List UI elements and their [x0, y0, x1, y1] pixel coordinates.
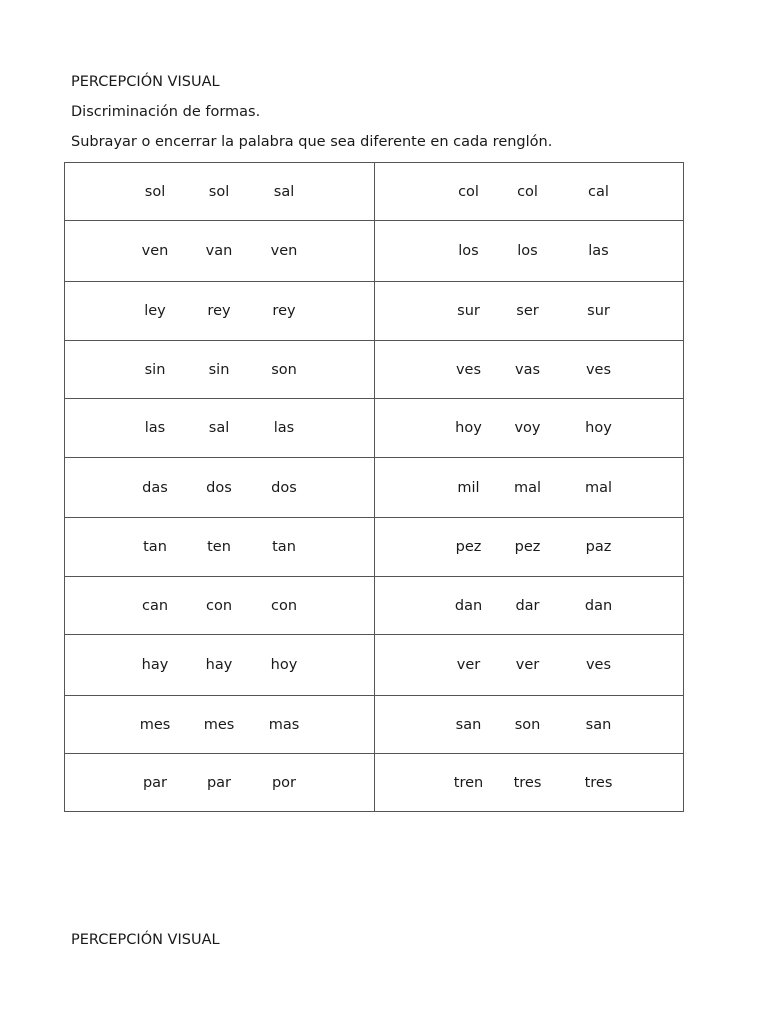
table-row: [65, 754, 684, 812]
word[interactable]: dos: [271, 479, 297, 496]
left-word-group: [65, 163, 374, 220]
left-word-cell: [65, 399, 375, 458]
word[interactable]: mal: [513, 479, 542, 496]
left-word-cell: [65, 577, 375, 635]
word[interactable]: dar: [515, 597, 540, 614]
word[interactable]: los: [517, 243, 538, 259]
word[interactable]: son: [514, 716, 541, 733]
right-word-group: [375, 696, 684, 753]
word[interactable]: tres: [513, 774, 542, 791]
right-word-group: [375, 458, 684, 517]
left-word-group: [65, 341, 374, 398]
left-word-cell: [65, 163, 375, 221]
right-word-group: [375, 341, 684, 398]
word[interactable]: hoy: [585, 420, 612, 436]
word[interactable]: paz: [585, 539, 612, 555]
left-word-group: [65, 635, 374, 695]
left-word-group: [65, 282, 374, 340]
table-row: [65, 341, 684, 399]
word[interactable]: sin: [144, 361, 166, 378]
right-word-cell: [374, 458, 684, 518]
word[interactable]: pez: [455, 539, 482, 555]
word[interactable]: las: [144, 420, 166, 436]
word[interactable]: sin: [208, 361, 230, 378]
table-row: [65, 163, 684, 221]
right-word-group: [375, 221, 684, 281]
right-word-group: [375, 635, 684, 695]
word[interactable]: hay: [141, 657, 169, 673]
right-word-cell: [374, 163, 684, 221]
word[interactable]: ser: [516, 303, 539, 319]
left-word-group: [65, 577, 374, 634]
left-word-cell: [65, 458, 375, 518]
table-row: [65, 518, 684, 577]
word[interactable]: sol: [208, 183, 230, 200]
word[interactable]: ley: [144, 303, 166, 319]
word[interactable]: ver: [456, 657, 481, 673]
next-page-title: PERCEPCIÓN VISUAL: [71, 932, 220, 948]
word[interactable]: can: [141, 597, 169, 614]
word[interactable]: por: [271, 774, 297, 791]
word[interactable]: col: [517, 183, 538, 200]
left-word-group: [65, 696, 374, 753]
right-word-cell: [374, 282, 684, 341]
word[interactable]: cal: [588, 183, 609, 200]
right-word-group: [375, 163, 684, 220]
word[interactable]: ven: [141, 243, 169, 259]
table-row: [65, 399, 684, 458]
word[interactable]: sur: [457, 303, 480, 319]
word[interactable]: san: [455, 716, 482, 733]
word[interactable]: hoy: [455, 420, 482, 436]
word[interactable]: voy: [514, 420, 541, 436]
left-word-cell: [65, 282, 375, 341]
left-word-cell: [65, 518, 375, 577]
word[interactable]: sal: [208, 420, 230, 436]
word[interactable]: mes: [139, 716, 171, 733]
table-row: [65, 577, 684, 635]
left-word-cell: [65, 341, 375, 399]
worksheet-subtitle: Discriminación de formas.: [71, 104, 261, 120]
word[interactable]: van: [205, 243, 233, 259]
table-row: [65, 635, 684, 696]
left-word-group: [65, 754, 374, 811]
right-word-cell: [374, 696, 684, 754]
word[interactable]: san: [585, 716, 612, 733]
left-word-group: [65, 221, 374, 281]
left-word-group: [65, 458, 374, 517]
word[interactable]: hoy: [270, 657, 298, 673]
word[interactable]: sal: [273, 183, 295, 200]
table-row: [65, 282, 684, 341]
word[interactable]: las: [588, 243, 609, 259]
left-word-group: [65, 518, 374, 576]
right-word-group: [375, 399, 684, 457]
word[interactable]: mil: [457, 479, 480, 496]
word[interactable]: tan: [143, 539, 167, 555]
word[interactable]: vas: [514, 361, 541, 378]
word[interactable]: col: [458, 183, 479, 200]
word[interactable]: das: [142, 479, 168, 496]
word[interactable]: tan: [272, 539, 296, 555]
word[interactable]: sur: [587, 303, 610, 319]
worksheet-instruction: Subrayar o encerrar la palabra que sea diferente en cada renglón.: [71, 134, 553, 150]
word[interactable]: rey: [207, 303, 231, 319]
word[interactable]: con: [205, 597, 233, 614]
right-word-group: [375, 754, 684, 811]
word-discrimination-table: [64, 162, 684, 812]
right-word-cell: [374, 518, 684, 577]
word[interactable]: pez: [514, 539, 541, 555]
word[interactable]: dan: [454, 597, 483, 614]
right-word-group: [375, 518, 684, 576]
word[interactable]: ten: [207, 539, 231, 555]
word[interactable]: las: [273, 420, 295, 436]
word[interactable]: dan: [584, 597, 613, 614]
left-word-cell: [65, 696, 375, 754]
worksheet-title: PERCEPCIÓN VISUAL: [71, 74, 220, 90]
right-word-cell: [374, 577, 684, 635]
word[interactable]: ves: [585, 657, 612, 673]
right-word-cell: [374, 754, 684, 812]
left-word-cell: [65, 635, 375, 696]
right-word-group: [375, 577, 684, 634]
word[interactable]: par: [206, 774, 232, 791]
word[interactable]: con: [270, 597, 298, 614]
right-word-cell: [374, 635, 684, 696]
word[interactable]: dos: [206, 479, 232, 496]
right-word-group: [375, 282, 684, 340]
word[interactable]: los: [458, 243, 479, 259]
left-word-cell: [65, 221, 375, 282]
table-row: [65, 221, 684, 282]
word[interactable]: ves: [455, 361, 482, 378]
word[interactable]: mas: [268, 716, 300, 733]
word[interactable]: mes: [203, 716, 235, 733]
table-row: [65, 458, 684, 518]
right-word-cell: [374, 221, 684, 282]
word[interactable]: rey: [272, 303, 296, 319]
word[interactable]: ves: [585, 361, 612, 378]
word[interactable]: tres: [584, 774, 613, 791]
table-row: [65, 696, 684, 754]
right-word-cell: [374, 399, 684, 458]
right-word-cell: [374, 341, 684, 399]
left-word-cell: [65, 754, 375, 812]
word[interactable]: sol: [144, 183, 166, 200]
left-word-group: [65, 399, 374, 457]
word[interactable]: ver: [515, 657, 540, 673]
word[interactable]: hay: [205, 657, 233, 673]
word[interactable]: tren: [453, 774, 484, 791]
word[interactable]: par: [142, 774, 168, 791]
word[interactable]: mal: [584, 479, 613, 496]
word-table-body: [65, 163, 684, 812]
word[interactable]: ven: [270, 243, 298, 259]
word[interactable]: son: [271, 361, 297, 378]
